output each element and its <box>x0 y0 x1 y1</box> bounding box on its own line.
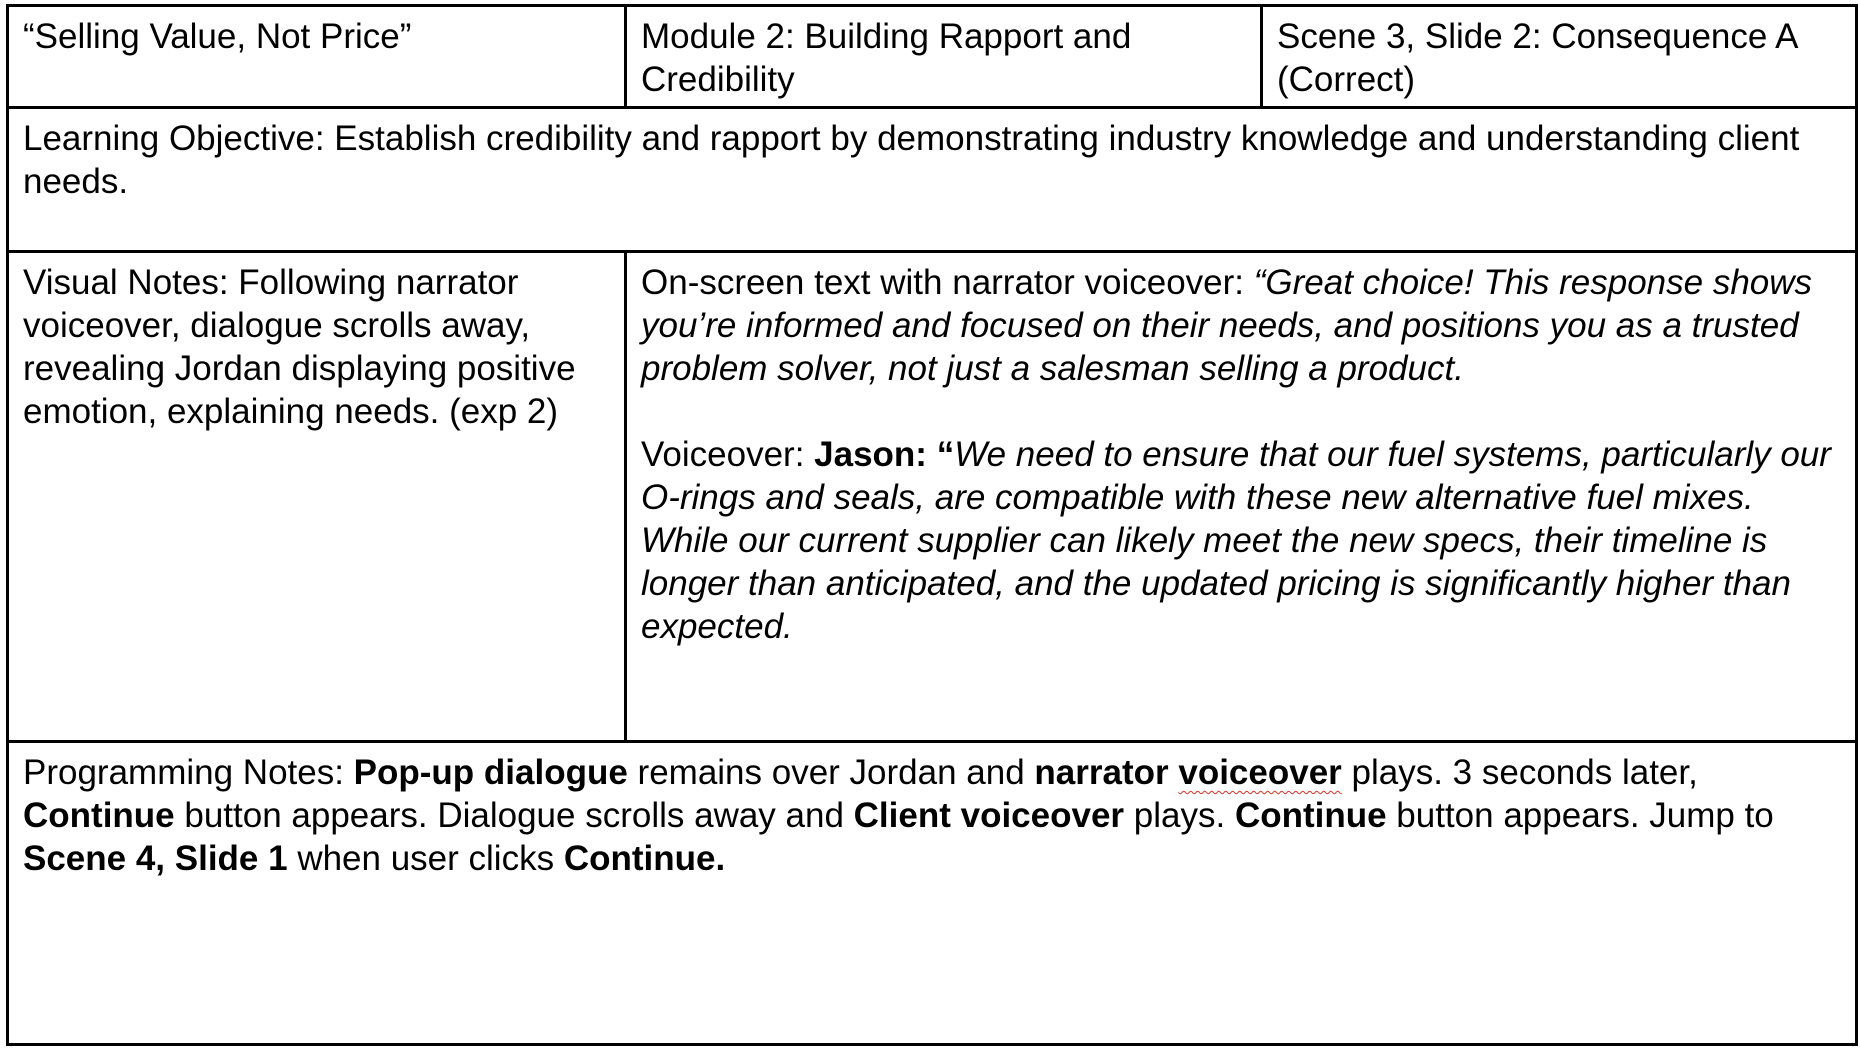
programming-text: button appears. Dialogue scrolls away and <box>174 796 854 835</box>
learning-objective-text: Learning Objective: Establish credibility and rapport by demonstrating industry knowledge and understanding client needs. <box>23 119 1800 201</box>
header-row <box>9 7 1855 109</box>
content-row <box>9 253 1855 743</box>
scene-target-term: Scene 4, Slide 1 <box>23 839 288 878</box>
programming-notes-text <box>23 751 1841 880</box>
objective-row <box>9 109 1855 253</box>
client-quote: We need to ensure that our fuel systems, particularly our O-rings and seals, are compatible with these new alternative fuel mixes. While our current supplier can likely meet the new specs, their timeline is longer than anticipated, and the updated pricing is significantly higher than expected. <box>641 435 1831 646</box>
continue-term: Continue. <box>563 839 726 878</box>
module-title: Module 2: Building Rapport and Credibility <box>641 17 1132 99</box>
narrator-term: narrator <box>1034 753 1179 792</box>
client-voiceover-term: Client voiceover <box>853 796 1125 835</box>
speaker-name: Jason: “ <box>814 435 955 474</box>
programming-text: remains over Jordan and <box>627 753 1035 792</box>
scene-title: Scene 3, Slide 2: Consequence A (Correct) <box>1277 17 1797 99</box>
paragraph-gap <box>641 390 1841 433</box>
scene-cell <box>1263 7 1855 106</box>
programming-notes-cell <box>9 743 1855 1043</box>
onscreen-label: On-screen text with narrator voiceover: <box>641 263 1254 302</box>
voiceover-term: voiceover <box>1178 753 1342 792</box>
programming-text: plays. 3 seconds later, <box>1341 753 1698 792</box>
narrator-paragraph <box>641 261 1841 390</box>
voiceover-paragraph <box>641 433 1841 648</box>
visual-notes-cell <box>9 253 627 740</box>
narrator-text: “Great choice! This response shows you’re informed and focused on their needs, and positions you as a trusted problem solver, not just a salesman selling a product. <box>641 263 1813 388</box>
voiceover-label: Voiceover: <box>641 435 815 474</box>
continue-term: Continue <box>23 796 175 835</box>
continue-term: Continue <box>1234 796 1387 835</box>
course-title: “Selling Value, Not Price” <box>23 17 412 56</box>
module-cell <box>627 7 1263 106</box>
programming-text: when user clicks <box>287 839 564 878</box>
programming-label: Programming Notes: <box>23 753 354 792</box>
course-title-cell <box>9 7 627 106</box>
programming-row <box>9 743 1855 1043</box>
programming-text: button appears. Jump to <box>1386 796 1774 835</box>
learning-objective-cell <box>9 109 1855 250</box>
programming-text: plays. <box>1124 796 1235 835</box>
popup-dialogue-term: Pop-up dialogue <box>353 753 628 792</box>
storyboard-table <box>6 4 1858 1046</box>
onscreen-text-cell <box>627 253 1855 740</box>
visual-notes-text: Visual Notes: Following narrator voiceover, dialogue scrolls away, revealing Jordan displaying positive emotion, explaining needs. (exp 2) <box>23 263 576 431</box>
